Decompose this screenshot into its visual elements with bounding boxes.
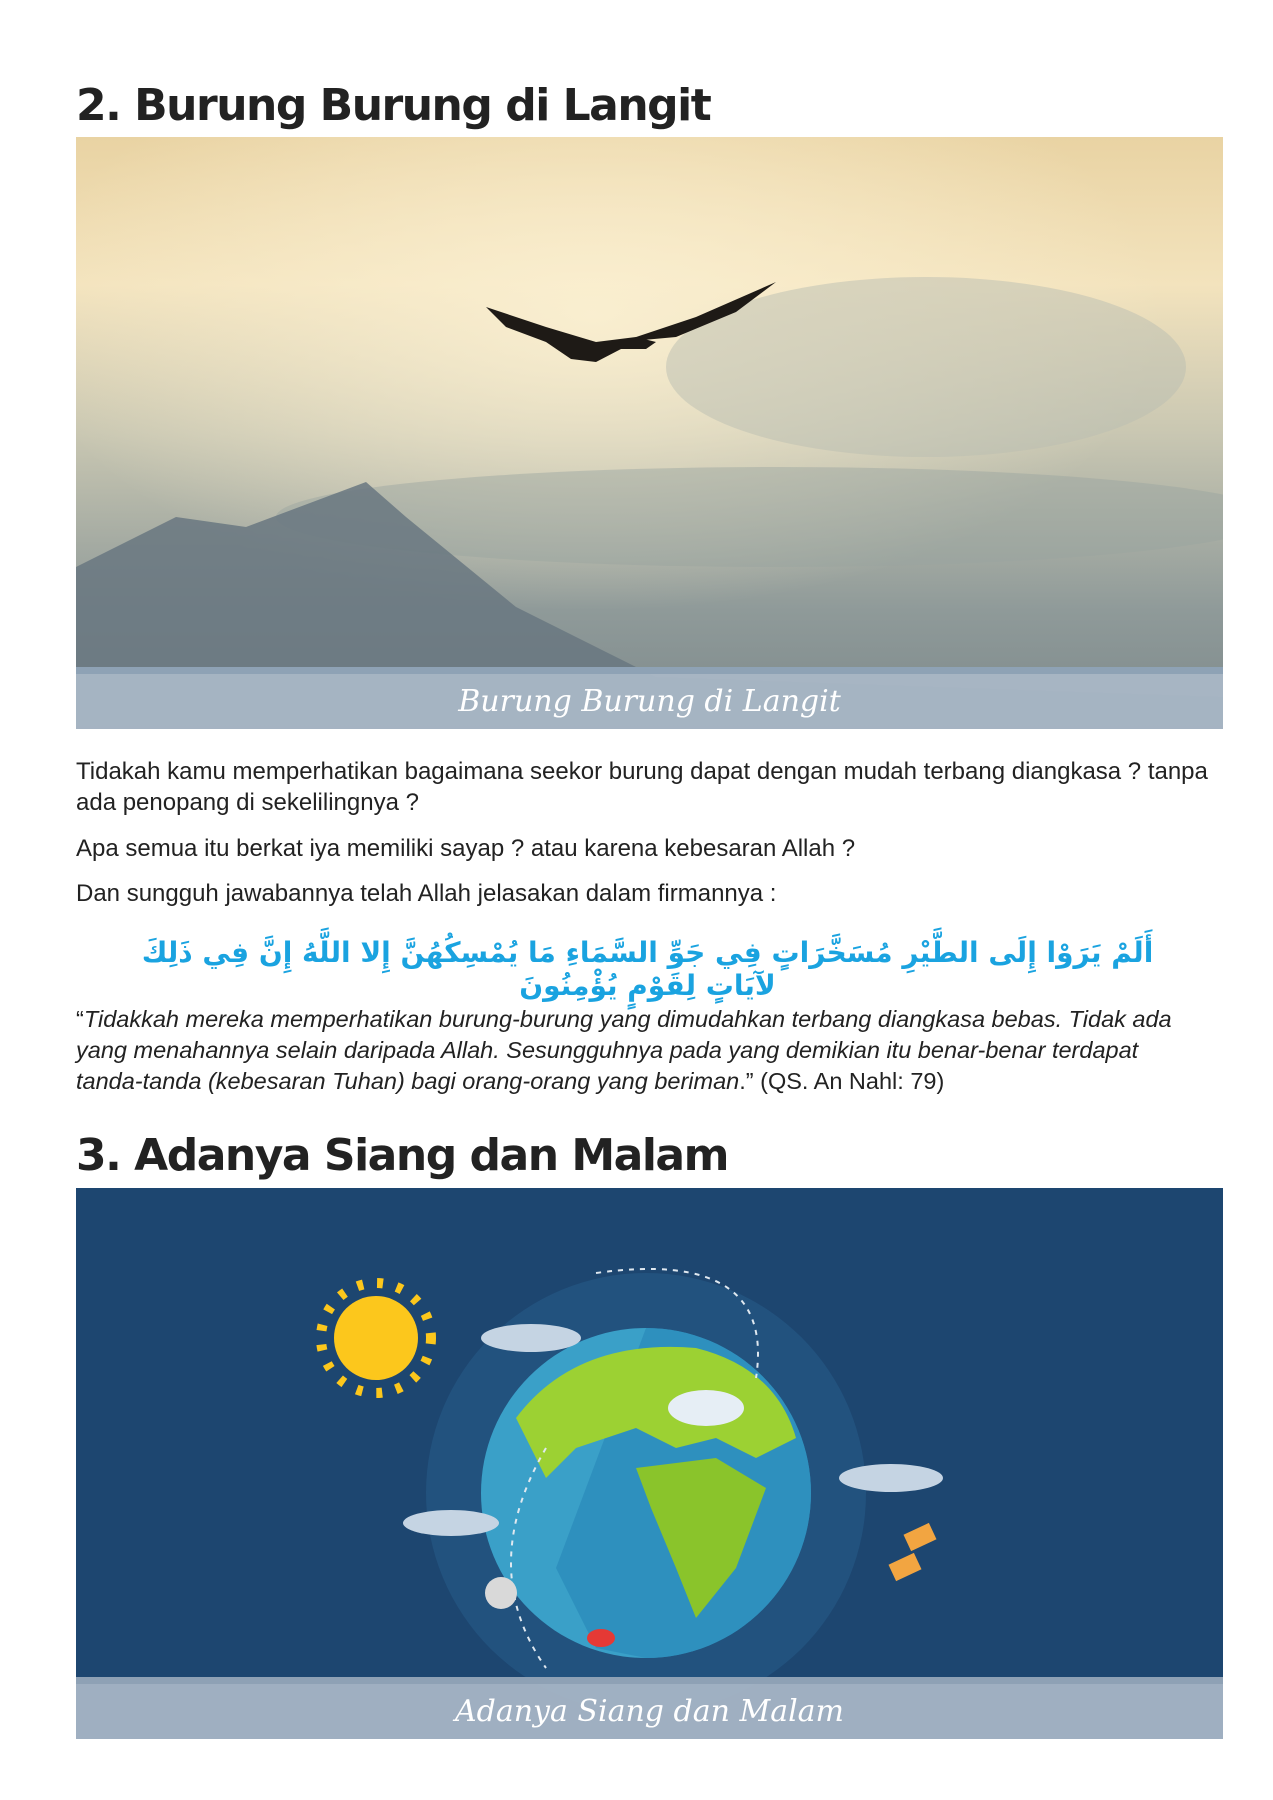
quote-text: Tidakkah mereka memperhatikan burung-burung yang dimudahkan terbang diangkasa bebas. Tidak ada yang menahannya selain daripada Allah. Sesungguhnya pada yang demikian itu benar-benar terdapat tanda-tanda (kebesaran Tuhan) bagi orang-orang yang beriman (76, 1006, 1172, 1094)
satellite-icon (889, 1523, 937, 1581)
cloud-icon (481, 1324, 581, 1352)
image-caption: Adanya Siang dan Malam (76, 1677, 1223, 1739)
paragraph: Dan sungguh jawabannya telah Allah jelasakan dalam firmannya : (76, 880, 777, 907)
section-3-title: 3. Adanya Siang dan Malam (76, 1130, 728, 1181)
section-2-title: 2. Burung Burung di Langit (76, 80, 711, 131)
bird-image (76, 137, 1223, 729)
quote-citation: .” (QS. An Nahl: 79) (739, 1068, 945, 1094)
quote-open: “ (76, 1006, 84, 1032)
paragraph: Apa semua itu berkat iya memiliki sayap ? atau karena kebesaran Allah ? (76, 835, 856, 862)
day-night-image (76, 1188, 1223, 1739)
arabic-verse: أَلَمْ يَرَوْا إِلَى الطَّيْرِ مُسَخَّرَاتٍ فِي جَوِّ السَّمَاءِ مَا يُمْسِكُهُنَّ إِلا اللَّهُ إِنَّ فِي ذَلِكَ لآيَاتٍ لِقَوْمٍ يُؤْمِنُونَ (141, 936, 1154, 1002)
earth-illustration (76, 1188, 1223, 1739)
rocket-icon (587, 1629, 615, 1647)
bird-sky-illustration (76, 137, 1223, 729)
cloud-icon (839, 1464, 943, 1492)
cloud-icon (403, 1510, 499, 1536)
paragraph: Tidakah kamu memperhatikan bagaimana seekor burung dapat dengan mudah terbang diangkasa ? tanpa ada penopang di sekelilingnya ? (76, 758, 1208, 816)
sun-icon (321, 1283, 431, 1393)
image-caption: Burung Burung di Langit (76, 667, 1223, 729)
moon-icon (485, 1577, 517, 1609)
verse-translation (76, 1004, 1206, 1097)
